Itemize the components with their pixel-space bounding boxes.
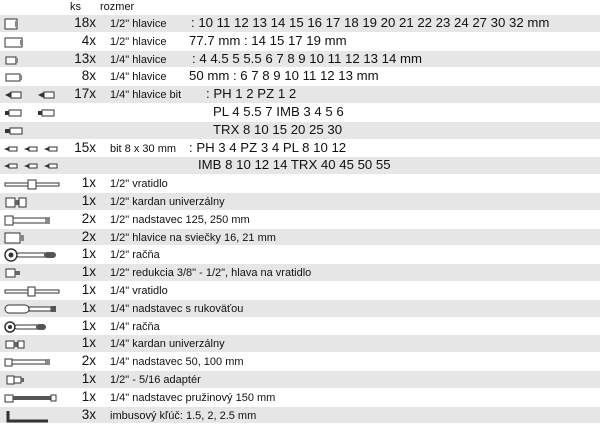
screwdriver-handle-icon [0, 300, 64, 317]
bit-icon [0, 140, 64, 157]
table-row [0, 15, 600, 33]
socket-deep-icon [0, 33, 64, 50]
table-row [0, 157, 600, 175]
row-name: 1/4" hlavice bit [110, 89, 182, 102]
row-sizes: : 10 11 12 13 14 15 16 17 18 19 20 21 22 23 24 27 30 32 mm [191, 15, 550, 30]
row-name: 1/4" vratidlo [110, 284, 168, 297]
extension-bar-icon [0, 211, 64, 228]
row-name: 1/2" hlavice [110, 35, 167, 48]
socket-small-deep-icon [0, 68, 64, 85]
row-sizes: : PH 3 4 PZ 3 4 PL 8 10 12 [189, 139, 347, 155]
table-row [0, 193, 600, 211]
table-row [0, 229, 600, 247]
bit-socket-icon [0, 104, 64, 121]
table-row [0, 140, 600, 158]
row-name: 1/4" hlavice [110, 71, 167, 84]
table-row [0, 318, 600, 336]
table-row [0, 282, 600, 300]
row-name: 1/4" nadstavec pružinový 150 mm [110, 391, 276, 404]
row-name: 1/2" redukcia 3/8" - 1/2", hlava na vratidlo [110, 267, 312, 280]
row-qty: 1x [81, 370, 96, 386]
sliding-tbar-icon [0, 282, 64, 299]
row-sizes: 77.7 mm : 14 15 17 19 mm [189, 32, 347, 48]
socket-small-icon [0, 51, 64, 68]
row-name: 1/4" račňa [110, 320, 160, 333]
socket-short-icon [0, 15, 64, 32]
extension-bar-icon [0, 353, 64, 370]
table-row [0, 122, 600, 140]
table-row [0, 175, 600, 193]
row-name: 1/4" hlavice [110, 53, 167, 66]
row-qty: 18x [74, 15, 96, 30]
table-header [0, 0, 600, 15]
adapter-icon [0, 264, 64, 281]
table-row [0, 389, 600, 407]
row-qty: 1x [81, 281, 96, 297]
ratchet-icon [0, 246, 64, 263]
table-row [0, 300, 600, 318]
table-row [0, 51, 600, 69]
row-sizes: 50 mm : 6 7 8 9 10 11 12 13 mm [189, 68, 379, 84]
table-row [0, 371, 600, 389]
table-row [0, 407, 600, 425]
table-row [0, 33, 600, 51]
row-name: 1/2" kardan univerzálny [110, 195, 225, 208]
row-qty: 2x [81, 210, 96, 226]
row-sizes: IMB 8 10 12 14 TRX 40 45 50 55 [198, 157, 391, 173]
row-qty: 1x [81, 246, 96, 262]
table-row [0, 264, 600, 282]
row-qty: 1x [81, 317, 96, 333]
row-name: 1/2" hlavice [110, 18, 167, 30]
row-qty: 13x [74, 50, 96, 66]
ratchet-icon [0, 318, 64, 335]
header-rozmer: rozmer [100, 1, 135, 13]
bit-socket-icon [0, 86, 64, 103]
row-name: 1/4" nadstavec s rukoväťou [110, 302, 244, 315]
row-name: bit 8 x 30 mm [110, 142, 177, 155]
row-name: 1/2" - 5/16 adaptér [110, 373, 201, 386]
table-row [0, 353, 600, 371]
spark-plug-socket-icon [0, 229, 64, 246]
flexible-extension-icon [0, 389, 64, 406]
row-qty: 2x [81, 228, 96, 244]
row-qty: 15x [74, 139, 96, 155]
universal-joint-icon [0, 335, 64, 352]
row-name: 1/4" kardan univerzálny [110, 338, 225, 351]
row-name: 1/2" nadstavec 125, 250 mm [110, 213, 250, 226]
table-row [0, 246, 600, 264]
row-name: imbusový kľúč: 1.5, 2, 2.5 mm [110, 409, 257, 422]
table-row [0, 335, 600, 353]
header-ks: ks [70, 1, 81, 13]
table-row [0, 68, 600, 86]
row-sizes: : 4 4.5 5 5.5 6 7 8 9 10 11 12 13 14 mm [192, 50, 422, 66]
row-qty: 1x [81, 388, 96, 404]
row-name: 1/2" račňa [110, 249, 160, 262]
row-qty: 1x [81, 335, 96, 351]
row-qty: 1x [81, 264, 96, 280]
row-sizes: TRX 8 10 15 20 25 30 [213, 121, 343, 137]
row-qty: 17x [74, 86, 96, 102]
sliding-tbar-icon [0, 175, 64, 192]
row-qty: 4x [81, 32, 96, 48]
table-row [0, 104, 600, 122]
row-qty: 1x [81, 299, 96, 315]
row-sizes: PL 4 5.5 7 IMB 3 4 5 6 [213, 103, 344, 119]
row-qty: 1x [81, 192, 96, 208]
table-row [0, 86, 600, 104]
adapter-icon [0, 371, 64, 388]
row-sizes: : PH 1 2 PZ 1 2 [206, 86, 297, 102]
row-qty: 8x [81, 68, 96, 84]
row-qty: 3x [81, 406, 96, 422]
row-name: 1/2" hlavice na sviečky 16, 21 mm [110, 231, 276, 244]
universal-joint-icon [0, 193, 64, 210]
row-qty: 2x [81, 353, 96, 369]
row-qty: 1x [81, 175, 96, 191]
bit-icon [0, 157, 64, 174]
row-name: 1/4" nadstavec 50, 100 mm [110, 356, 244, 369]
table-row [0, 211, 600, 229]
bit-socket-icon [0, 122, 64, 139]
row-name: 1/2" vratidlo [110, 178, 168, 191]
hex-key-icon [0, 407, 64, 424]
